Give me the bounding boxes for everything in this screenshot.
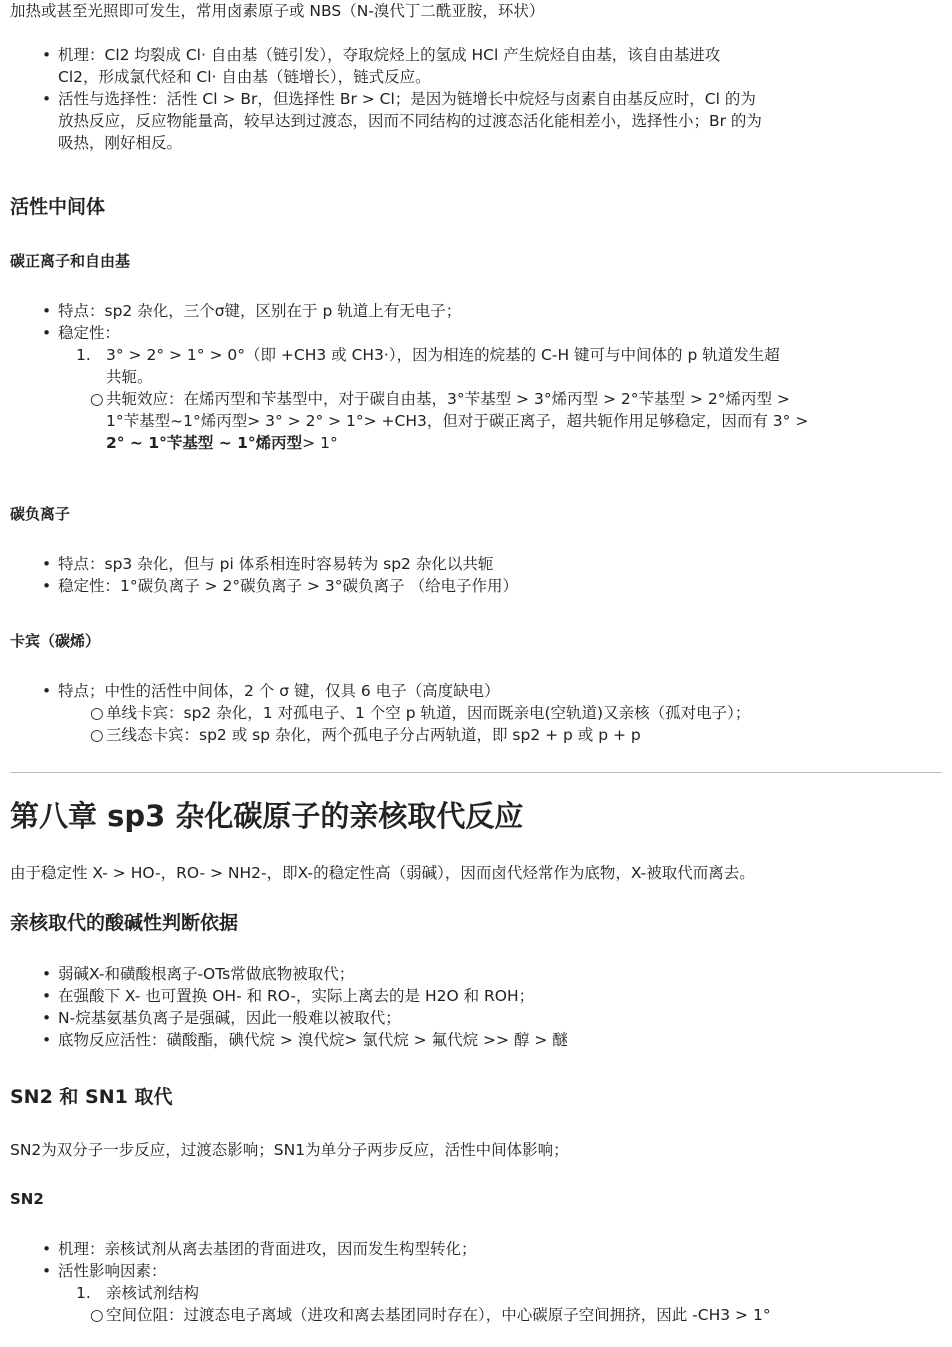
list-item: • 稳定性： — [42, 324, 121, 342]
list-item-cont: 放热反应，反应物能量高，较早达到过渡态，因而不同结构的过渡态活化能相差小，选择性小；Br 的为 — [58, 112, 762, 130]
numbered-item: 1. 3° > 2° > 1° > 0°（即 +CH3 或 CH3·），因为相连的烷基的 C-H 键可与中间体的 p 轨道发生超 — [76, 346, 780, 364]
sub-list-item-cont: 2° ~ 1°苄基型 ~ 1°烯丙型> 1° — [106, 434, 338, 452]
heading-carbanion: 碳负离子 — [10, 505, 71, 523]
sn2-list — [10, 1238, 942, 1326]
list-item: • 在强酸下 X- 也可置换 OH- 和 RO-，实际上离去的是 H2O 和 ROH； — [42, 987, 535, 1005]
list-item: • N-烷基氨基负离子是强碱，因此一般难以被取代； — [42, 1009, 401, 1027]
heading-sn: SN2 和 SN1 取代 — [10, 1086, 173, 1108]
list-item: • 活性与选择性：活性 Cl > Br，但选择性 Br > Cl；是因为链增长中烷烃与卤素自由基反应时，Cl 的为 — [42, 90, 756, 108]
list-item: • 活性影响因素： — [42, 1262, 167, 1280]
bullet-icon: • — [42, 577, 52, 595]
list-item: • 特点：sp3 杂化，但与 pi 体系相连时容易转为 sp2 杂化以共轭 — [42, 555, 494, 573]
list-item-cont: 吸热，刚好相反。 — [58, 134, 183, 152]
intro-paragraph: 加热或甚至光照即可发生，常用卤素原子或 NBS（N-溴代丁二酰亚胺，环状） — [10, 2, 545, 20]
circle-bullet-icon: ○ — [90, 1306, 104, 1324]
list-item: • 机理：亲核试剂从离去基团的背面进攻，因而发生构型转化； — [42, 1240, 477, 1258]
bullet-icon: • — [42, 965, 52, 983]
list-item-cont: Cl2，形成氯代烃和 Cl· 自由基（链增长），链式反应。 — [58, 68, 431, 86]
carbocation-list — [10, 300, 942, 454]
heading-sn2: SN2 — [10, 1190, 44, 1208]
bullet-icon: • — [42, 555, 52, 573]
sub-list-item: ○ 共轭效应：在烯丙型和苄基型中，对于碳自由基，3°苄基型 > 3°烯丙型 > 2°苄基型 > 2°烯丙型 > — [90, 390, 790, 408]
heading-acid-base: 亲核取代的酸碱性判断依据 — [10, 912, 239, 934]
list-item: • 特点：sp2 杂化，三个σ键，区别在于 p 轨道上有无电子； — [42, 302, 462, 320]
list-item: • 稳定性：1°碳负离子 > 2°碳负离子 > 3°碳负离子 （给电子作用） — [42, 577, 518, 595]
heading-carbene: 卡宾（碳烯） — [10, 632, 101, 650]
list-item: • 底物反应活性：磺酸酯，碘代烷 > 溴代烷> 氯代烷 > 氟代烷 >> 醇 > 醚 — [42, 1031, 568, 1049]
bullet-icon: • — [42, 682, 52, 700]
sub-list-item: ○ 三线态卡宾：sp2 或 sp 杂化，两个孤电子分占两轨道，即 sp2 + p 或 p + p — [90, 726, 641, 744]
carbanion-list — [10, 553, 942, 597]
circle-bullet-icon: ○ — [90, 726, 104, 744]
section-divider — [10, 772, 942, 773]
numbered-item: 1. 亲核试剂结构 — [76, 1284, 200, 1302]
heading-active-intermediates: 活性中间体 — [10, 196, 106, 218]
bullet-icon: • — [42, 987, 52, 1005]
radical-list — [10, 44, 942, 154]
bullet-icon: • — [42, 90, 52, 108]
sub-list-item: ○ 空间位阻：过渡态电子离域（进攻和离去基团同时存在），中心碳原子空间拥挤，因此 -CH3 > 1° — [90, 1306, 771, 1324]
list-item: • 弱碱X-和磺酸根离子-OTs常做底物被取代； — [42, 965, 355, 983]
sub-list-item: ○ 单线卡宾：sp2 杂化，1 对孤电子、1 个空 p 轨道，因而既亲电(空轨道)又亲核（孤对电子）； — [90, 704, 751, 722]
bullet-icon: • — [42, 1031, 52, 1049]
list-item: • 特点；中性的活性中间体，2 个 σ 键，仅具 6 电子（高度缺电） — [42, 682, 500, 700]
chapter-title: 第八章 sp3 杂化碳原子的亲核取代反应 — [10, 799, 524, 833]
bullet-icon: • — [42, 1240, 52, 1258]
bullet-icon: • — [42, 1009, 52, 1027]
chapter-intro: 由于稳定性 X- > HO-，RO- > NH2-，即X-的稳定性高（弱碱），因而卤代烃常作为底物，X-被取代而离去。 — [10, 864, 755, 882]
bullet-icon: • — [42, 1262, 52, 1280]
numbered-item-cont: 共轭。 — [106, 368, 153, 386]
heading-carbocation: 碳正离子和自由基 — [10, 252, 131, 270]
circle-bullet-icon: ○ — [90, 390, 104, 408]
carbene-list — [10, 680, 942, 746]
bullet-icon: • — [42, 302, 52, 320]
list-item: • 机理：Cl2 均裂成 Cl· 自由基（链引发），夺取烷烃上的氢成 HCl 产生烷烃自由基，该自由基进攻 — [42, 46, 721, 64]
sub-list-item-cont: 1°苄基型~1°烯丙型> 3° > 2° > 1°> +CH3，但对于碳正离子，超共轭作用足够稳定，因而有 3° > — [106, 412, 809, 430]
bullet-icon: • — [42, 324, 52, 342]
sn-intro: SN2为双分子一步反应，过渡态影响；SN1为单分子两步反应，活性中间体影响； — [10, 1141, 569, 1159]
acid-base-list — [10, 963, 942, 1051]
circle-bullet-icon: ○ — [90, 704, 104, 722]
bullet-icon: • — [42, 46, 52, 64]
